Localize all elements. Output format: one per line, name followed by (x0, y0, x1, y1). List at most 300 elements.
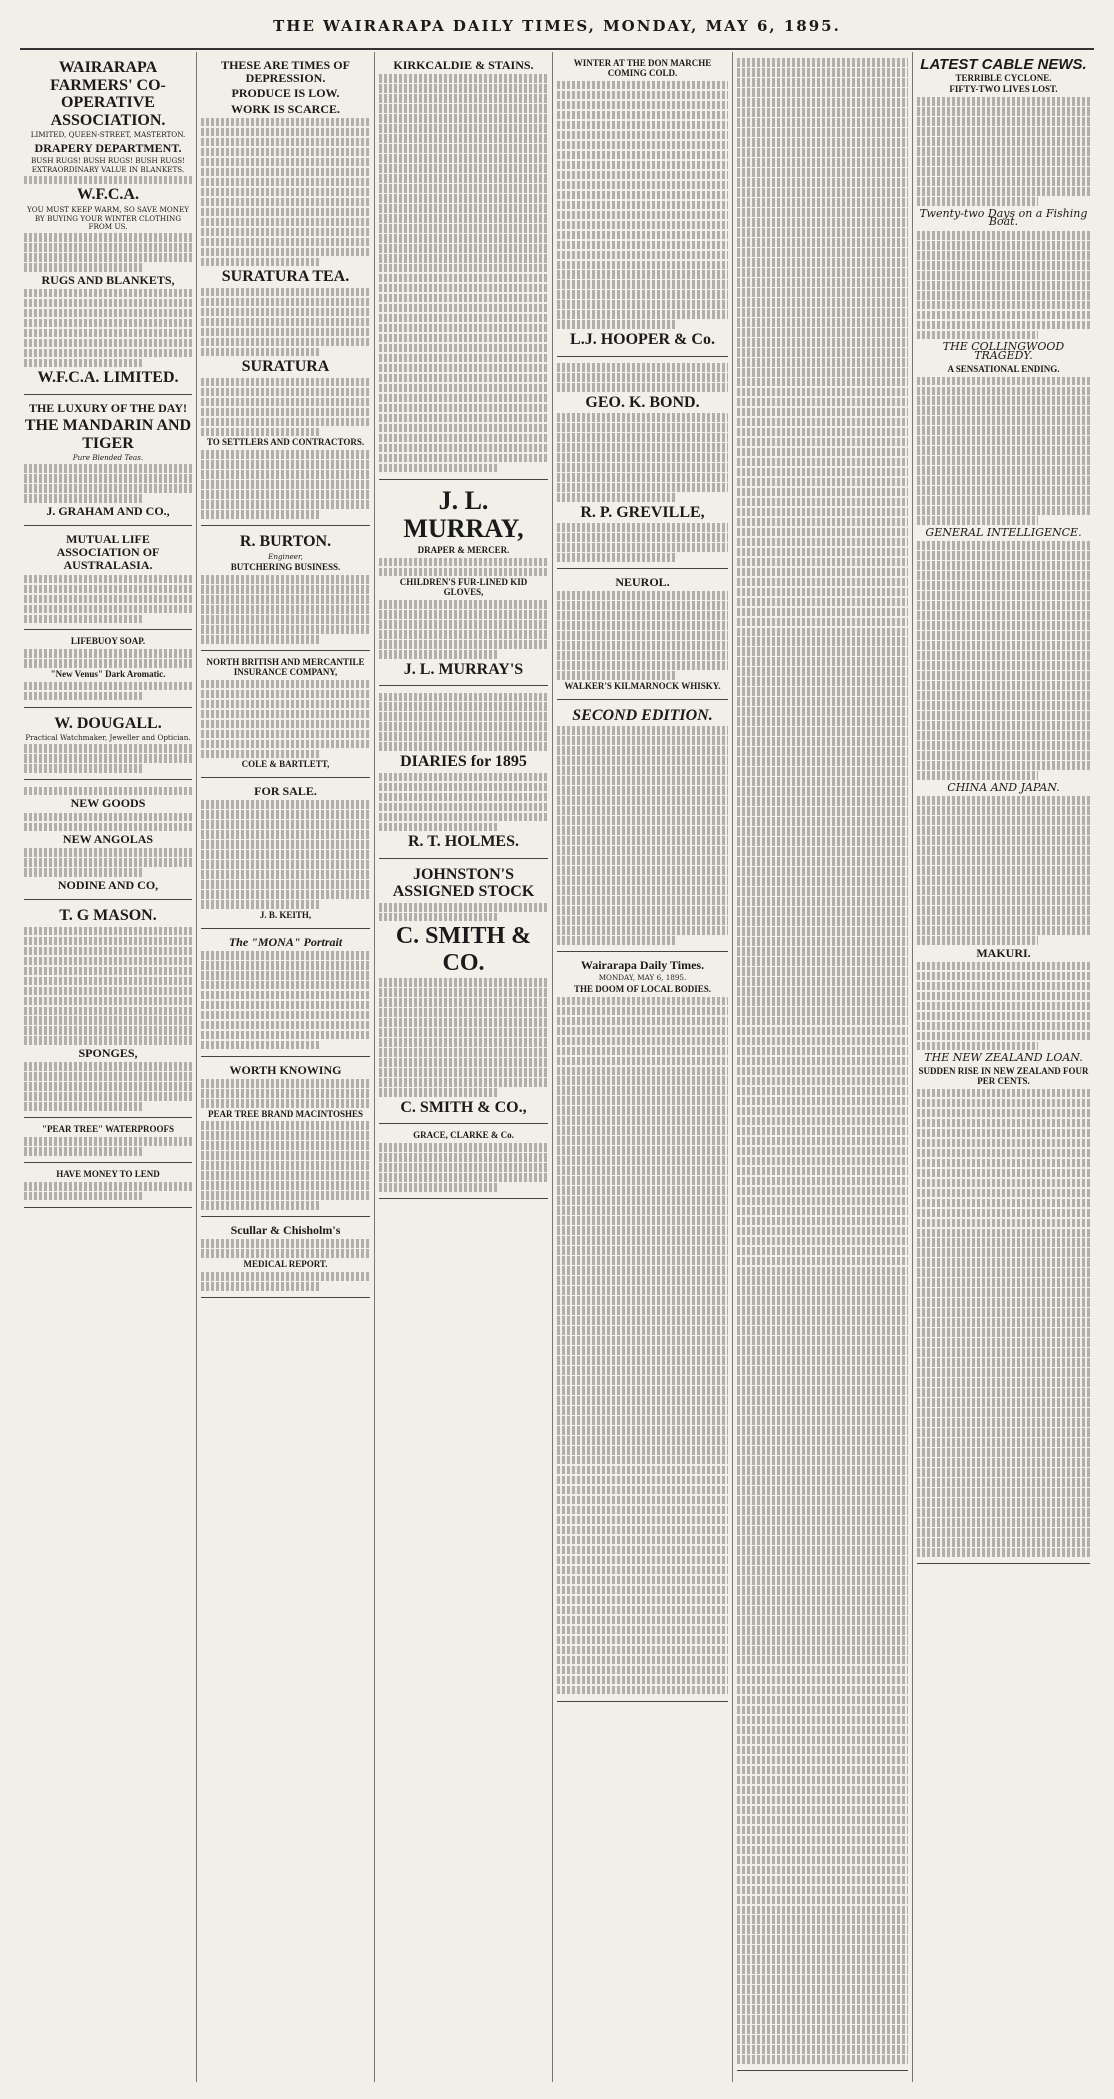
greville-heading: R. P. GREVILLE, (580, 503, 705, 521)
masthead: THE WAIRARAPA DAILY TIMES, MONDAY, MAY 6, 1895. (20, 4, 1094, 50)
text-line (557, 241, 728, 250)
text-line (737, 1876, 908, 1885)
text-line (917, 992, 1090, 1001)
text-line (737, 1656, 908, 1665)
medical-heading: MEDICAL REPORT. (243, 1259, 328, 1270)
text-line (737, 1776, 908, 1785)
text-line (557, 1146, 728, 1155)
text-line (201, 460, 370, 469)
text-line (557, 423, 728, 432)
text-line (24, 299, 192, 308)
text-line (201, 510, 319, 519)
text-line (201, 700, 370, 709)
column-3 (374, 52, 552, 2082)
text-line (917, 1209, 1090, 1218)
cole-bartlett-heading: COLE & BARTLETT, (241, 759, 330, 770)
text-line (24, 744, 192, 753)
text-line (557, 300, 728, 309)
text-line (917, 876, 1090, 885)
text-line (917, 1488, 1090, 1497)
text-line (737, 777, 908, 786)
text-line (557, 1506, 728, 1515)
text-line (557, 1596, 728, 1605)
text-line (737, 1726, 908, 1735)
text-line (379, 1048, 548, 1057)
text-line (917, 541, 1090, 550)
text-line (917, 456, 1090, 465)
text-line (737, 707, 908, 716)
text-line (24, 1082, 192, 1091)
text-line (557, 1566, 728, 1575)
text-line (737, 318, 908, 327)
text-line (917, 406, 1090, 415)
text-line (379, 174, 548, 183)
text-line (24, 1036, 192, 1045)
text-line (917, 1468, 1090, 1477)
text-line (201, 605, 370, 614)
text-line (24, 1182, 192, 1191)
text-line (737, 1696, 908, 1705)
text-line (201, 800, 370, 809)
text-line (737, 1276, 908, 1285)
text-line (737, 937, 908, 946)
settlers-heading: TO SETTLERS AND CONTRACTORS. (206, 437, 365, 448)
text-line (917, 1032, 1090, 1041)
text-line (917, 1169, 1090, 1178)
text-line (201, 228, 370, 237)
text-line (737, 807, 908, 816)
text-line (557, 1416, 728, 1425)
text-line (557, 1196, 728, 1205)
bond-heading: GEO. K. BOND. (585, 393, 700, 411)
dougall-ad (24, 708, 192, 781)
text-line (737, 827, 908, 836)
text-line (379, 394, 548, 403)
text-line (737, 1516, 908, 1525)
text-line (557, 141, 728, 150)
text-line (737, 1636, 908, 1645)
winter-clothing-line: YOU MUST KEEP WARM, SO SAVE MONEY BY BUYING YOUR WINTER CLOTHING FROM US. (26, 204, 190, 232)
bond-ad (557, 357, 728, 570)
text-line (24, 464, 192, 473)
text-line (917, 1328, 1090, 1337)
text-line (557, 1067, 728, 1076)
text-line (737, 1356, 908, 1365)
text-line (917, 107, 1090, 116)
text-line (737, 1366, 908, 1375)
text-line (379, 600, 548, 609)
text-line (917, 1129, 1090, 1138)
text-line (917, 396, 1090, 405)
text-line (201, 971, 370, 980)
text-line (557, 373, 728, 382)
text-line (737, 1296, 908, 1305)
text-line (557, 533, 728, 542)
text-line (737, 1306, 908, 1315)
text-line (737, 408, 908, 417)
text-line (917, 1149, 1090, 1158)
text-line (737, 338, 908, 347)
text-line (24, 692, 142, 701)
text-line (917, 1089, 1090, 1098)
text-line (917, 1179, 1090, 1188)
text-line (24, 1007, 192, 1016)
text-line (917, 311, 1090, 320)
text-line (737, 1486, 908, 1495)
text-line (379, 344, 548, 353)
text-line (737, 228, 908, 237)
text-line (557, 846, 728, 855)
text-line (24, 858, 192, 867)
text-line (737, 608, 908, 617)
text-line (737, 358, 908, 367)
text-line (737, 927, 908, 936)
text-line (557, 1336, 728, 1345)
text-line (917, 97, 1090, 106)
text-line (917, 1002, 1090, 1011)
text-line (917, 916, 1090, 925)
text-line (917, 1508, 1090, 1517)
text-line (201, 238, 370, 247)
text-line (379, 194, 548, 203)
text-line (737, 1017, 908, 1026)
murrays-heading: J. L. MURRAY'S (403, 660, 524, 678)
text-line (917, 1099, 1090, 1108)
text-line (557, 1076, 728, 1085)
text-line (201, 1031, 370, 1040)
text-line (557, 1476, 728, 1485)
text-line (737, 1556, 908, 1565)
pear-tree-heading: "PEAR TREE" WATERPROOFS (41, 1124, 175, 1135)
fifty-two-heading: FIFTY-TWO LIVES LOST. (949, 84, 1058, 95)
watchmaker-line: Practical Watchmaker, Jeweller and Optician. (25, 733, 191, 743)
text-line (557, 1456, 728, 1465)
text-line (557, 671, 677, 680)
text-line (917, 496, 1090, 505)
text-line (379, 1088, 497, 1097)
text-line (917, 1012, 1090, 1021)
neurol-ad (557, 569, 728, 700)
money-heading: HAVE MONEY TO LEND (56, 1169, 160, 1180)
text-line (737, 847, 908, 856)
text-line (737, 488, 908, 497)
text-line (737, 1396, 908, 1405)
text-line (917, 1199, 1090, 1208)
text-line (737, 1496, 908, 1505)
text-line (379, 274, 548, 283)
text-line (737, 308, 908, 317)
text-line (737, 1456, 908, 1465)
text-line (379, 184, 548, 193)
text-line (917, 261, 1090, 270)
kirkcaldie-heading: KIRKCALDIE & STAINS. (393, 58, 534, 72)
text-line (737, 1596, 908, 1605)
text-line (557, 413, 728, 422)
holmes-heading: R. T. HOLMES. (408, 833, 519, 851)
lifebuoy-ad (24, 630, 192, 707)
text-line (737, 1586, 908, 1595)
text-line (737, 667, 908, 676)
text-line (24, 1072, 192, 1081)
text-line (917, 117, 1090, 126)
text-line (737, 498, 908, 507)
text-line (737, 1945, 908, 1954)
text-line (24, 263, 142, 272)
text-line (201, 128, 370, 137)
text-line (24, 868, 142, 877)
text-line (737, 1237, 908, 1246)
text-line (557, 1047, 728, 1056)
column-1 (20, 52, 196, 2082)
text-line (557, 651, 728, 660)
text-line (557, 91, 728, 100)
text-line (737, 817, 908, 826)
text-line (201, 328, 370, 337)
text-line (917, 962, 1090, 971)
text-line (557, 1386, 728, 1395)
text-line (737, 1526, 908, 1535)
text-line (737, 2055, 908, 2064)
text-line (201, 490, 370, 499)
text-line (737, 268, 908, 277)
text-line (379, 813, 548, 822)
text-line (201, 740, 370, 749)
text-line (737, 108, 908, 117)
text-line (201, 1089, 370, 1098)
text-line (737, 138, 908, 147)
text-line (379, 114, 548, 123)
text-line (737, 398, 908, 407)
rugs-heading: RUGS AND BLANKETS, (41, 272, 175, 287)
mutual-heading: MUTUAL LIFE ASSOCIATION OF AUSTRALASIA. (56, 532, 160, 573)
text-line (737, 208, 908, 217)
text-line (557, 661, 728, 670)
text-line (737, 1127, 908, 1136)
text-line (379, 620, 548, 629)
text-line (737, 1416, 908, 1425)
text-line (917, 671, 1090, 680)
text-line (737, 1097, 908, 1106)
text-line (917, 1318, 1090, 1327)
mason-heading: T. G MASON. (59, 907, 157, 925)
text-line (379, 254, 548, 263)
text-line (917, 1548, 1090, 1557)
text-line (737, 1117, 908, 1126)
text-line (917, 571, 1090, 580)
text-line (379, 94, 548, 103)
text-line (24, 575, 192, 584)
text-line (737, 188, 908, 197)
text-line (557, 453, 728, 462)
text-line (557, 1346, 728, 1355)
text-line (737, 258, 908, 267)
text-line (379, 722, 548, 731)
text-line (737, 967, 908, 976)
text-line (379, 1153, 548, 1162)
text-line (917, 1528, 1090, 1537)
text-line (557, 161, 728, 170)
text-line (917, 982, 1090, 991)
text-line (917, 476, 1090, 485)
text-line (557, 1246, 728, 1255)
text-line (24, 585, 192, 594)
text-line (557, 796, 728, 805)
text-line (557, 1666, 728, 1675)
text-line (917, 621, 1090, 630)
text-line (737, 1197, 908, 1206)
text-line (24, 1192, 142, 1201)
text-line (379, 1028, 548, 1037)
north-british-heading: NORTH BRITISH AND MERCANTILE INSURANCE COMPANY, (206, 657, 365, 677)
tailoring-ad (24, 780, 192, 900)
text-line (917, 866, 1090, 875)
text-line (201, 1191, 370, 1200)
text-line (201, 408, 370, 417)
text-line (201, 158, 370, 167)
text-line (201, 1141, 370, 1150)
text-line (917, 591, 1090, 600)
text-line (201, 1249, 370, 1258)
nz-loan-heading: THE NEW ZEALAND LOAN. (924, 1051, 1083, 1065)
text-line (737, 1806, 908, 1815)
text-line (737, 657, 908, 666)
text-line (557, 836, 728, 845)
text-line (737, 1786, 908, 1795)
text-line (917, 1229, 1090, 1238)
text-line (737, 418, 908, 427)
text-line (917, 1042, 1038, 1051)
text-line (557, 1676, 728, 1685)
text-line (737, 957, 908, 966)
burton-heading: R. BURTON. (239, 533, 332, 551)
text-line (917, 761, 1090, 770)
text-line (379, 1018, 548, 1027)
text-line (557, 443, 728, 452)
text-line (379, 988, 548, 997)
text-line (201, 208, 370, 217)
text-line (737, 1386, 908, 1395)
text-line (737, 558, 908, 567)
text-line (201, 951, 370, 960)
text-line (737, 887, 908, 896)
text-line (557, 1027, 728, 1036)
text-line (24, 1092, 192, 1101)
text-line (24, 987, 192, 996)
text-line (201, 178, 370, 187)
text-line (201, 840, 370, 849)
text-line (557, 886, 728, 895)
hooper-heading: L.J. HOOPER & Co. (570, 331, 715, 348)
text-line (557, 151, 728, 160)
text-line (737, 797, 908, 806)
text-line (737, 647, 908, 656)
text-line (917, 581, 1090, 590)
text-line (557, 1326, 728, 1335)
text-line (379, 154, 548, 163)
text-line (379, 444, 548, 453)
text-line (201, 348, 319, 357)
text-line (737, 687, 908, 696)
text-line (737, 1915, 908, 1924)
text-line (557, 1526, 728, 1535)
text-line (201, 720, 370, 729)
text-line (917, 291, 1090, 300)
text-line (24, 937, 192, 946)
text-line (737, 1616, 908, 1625)
insurance-ad (201, 651, 370, 778)
text-line (201, 218, 370, 227)
text-line (379, 978, 548, 987)
text-line (24, 682, 192, 691)
text-line (24, 787, 192, 796)
text-line (737, 1925, 908, 1934)
text-line (737, 637, 908, 646)
mutual-life-ad (24, 526, 192, 630)
text-line (24, 359, 142, 368)
text-line (917, 816, 1090, 825)
engineer-line: Engineer, (268, 551, 303, 561)
text-line (917, 177, 1090, 186)
text-line (201, 1272, 370, 1281)
text-line (917, 906, 1090, 915)
text-line (557, 1306, 728, 1315)
text-line (917, 1428, 1090, 1437)
text-line (557, 310, 728, 319)
text-line (557, 1466, 728, 1475)
text-line (557, 1266, 728, 1275)
text-line (24, 957, 192, 966)
text-line (557, 1037, 728, 1046)
text-line (24, 474, 192, 483)
text-line (737, 128, 908, 137)
text-line (24, 605, 192, 614)
text-line (917, 231, 1090, 240)
for-sale-heading: FOR SALE. (254, 784, 317, 799)
text-line (379, 264, 548, 273)
text-line (737, 1995, 908, 2004)
text-line (557, 1316, 728, 1325)
text-line (737, 1646, 908, 1655)
text-line (557, 81, 728, 90)
text-line (737, 1796, 908, 1805)
text-line (737, 897, 908, 906)
text-line (917, 1159, 1090, 1168)
text-line (379, 424, 548, 433)
text-line (737, 1756, 908, 1765)
text-line (557, 601, 728, 610)
text-line (379, 640, 548, 649)
text-line (557, 786, 728, 795)
depression-ad (201, 52, 370, 526)
text-line (917, 796, 1090, 805)
kilmarnock-heading: WALKER'S KILMARNOCK WHISKY. (564, 680, 721, 691)
text-line (737, 348, 908, 357)
text-line (737, 478, 908, 487)
text-line (201, 890, 370, 899)
text-line (737, 368, 908, 377)
text-line (24, 615, 142, 624)
text-line (557, 1057, 728, 1066)
text-line (24, 339, 192, 348)
text-line (557, 111, 728, 120)
text-line (557, 211, 728, 220)
text-line (917, 836, 1090, 845)
text-line (557, 1126, 728, 1135)
text-line (557, 1236, 728, 1245)
text-line (557, 726, 728, 735)
text-line (557, 756, 728, 765)
text-line (379, 284, 548, 293)
